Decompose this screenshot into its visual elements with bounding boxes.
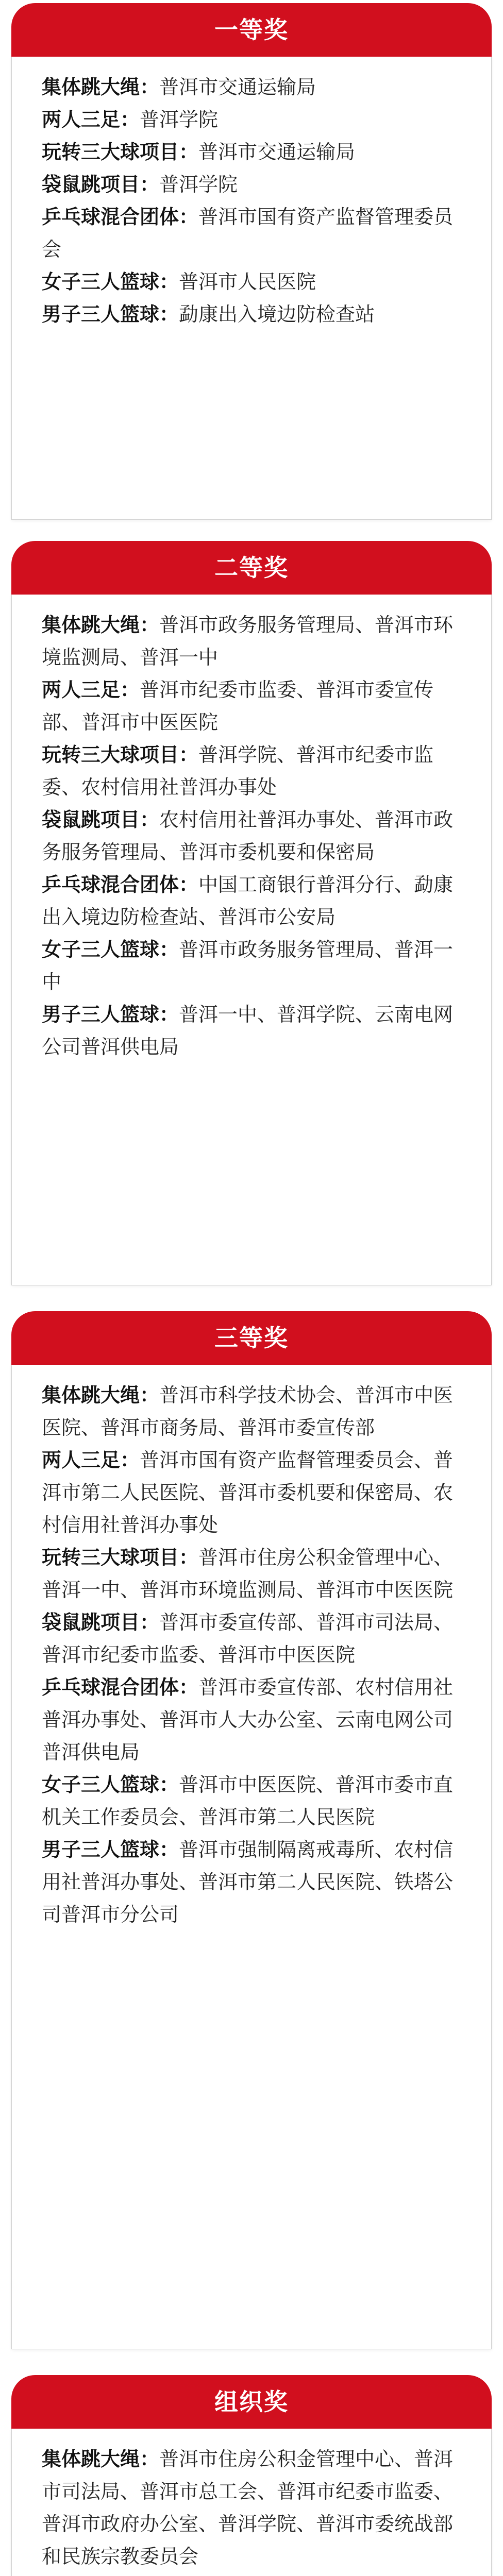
award-entry bbox=[42, 1769, 461, 1834]
award-entry bbox=[42, 266, 461, 298]
award-entry bbox=[42, 1444, 461, 1541]
award-entry bbox=[42, 1541, 461, 1606]
event-label: 乒乓球混合团体： bbox=[42, 873, 199, 896]
winner-text: 普洱市科学技术协会、普洱市中医医院、普洱市商务局、普洱市委宣传部 bbox=[42, 1384, 454, 1439]
winner-text: 中国工商银行普洱分行、勐康出入境边防检查站、普洱市公安局 bbox=[42, 873, 454, 928]
award-entry bbox=[42, 804, 461, 869]
event-label: 男子三人篮球： bbox=[42, 303, 179, 326]
award-title: 一等奖 bbox=[214, 16, 289, 44]
winner-text: 普洱市纪委市监委、普洱市委宣传部、普洱市中医医院 bbox=[42, 679, 434, 734]
event-label: 玩转三大球项目： bbox=[42, 1546, 199, 1569]
award-entry bbox=[42, 104, 461, 136]
award-entry bbox=[42, 2443, 461, 2573]
event-label: 集体跳大绳： bbox=[42, 1384, 160, 1406]
winner-text: 普洱市住房公积金管理中心、普洱一中、普洱市环境监测局、普洱市中医医院 bbox=[42, 1546, 454, 1601]
event-label: 男子三人篮球： bbox=[42, 1838, 179, 1861]
award-title: 组织奖 bbox=[214, 2388, 289, 2416]
event-label: 乒乓球混合团体： bbox=[42, 1676, 199, 1699]
event-label: 集体跳大绳： bbox=[42, 614, 160, 636]
winner-text: 普洱市人民医院 bbox=[179, 270, 316, 293]
award-entry bbox=[42, 1671, 461, 1769]
award-entry bbox=[42, 998, 461, 1063]
award-entry bbox=[42, 2573, 461, 2576]
award-card bbox=[11, 1365, 492, 2349]
winner-text: 普洱市中医医院、普洱市委市直机关工作委员会、普洱市第二人民医院 bbox=[42, 1773, 454, 1828]
event-label: 两人三足： bbox=[42, 108, 140, 131]
event-label: 袋鼠跳项目： bbox=[42, 808, 160, 831]
event-label: 袋鼠跳项目： bbox=[42, 173, 160, 196]
award-entry bbox=[42, 136, 461, 168]
award-entry bbox=[42, 869, 461, 934]
event-label: 乒乓球混合团体： bbox=[42, 206, 199, 228]
winner-text: 普洱市政务服务管理局、普洱市环境监测局、普洱一中 bbox=[42, 614, 454, 669]
winner-text: 普洱学院、普洱市纪委市监委、农村信用社普洱办事处 bbox=[42, 743, 434, 799]
winner-text: 普洱市委宣传部、农村信用社普洱办事处、普洱市人大办公室、云南电网公司普洱供电局 bbox=[42, 1676, 454, 1764]
winner-text: 农村信用社普洱办事处、普洱市政务服务管理局、普洱市委机要和保密局 bbox=[42, 808, 454, 863]
event-label: 袋鼠跳项目： bbox=[42, 1611, 160, 1634]
award-entry bbox=[42, 1834, 461, 1931]
award-entry bbox=[42, 674, 461, 739]
winner-text: 普洱市交通运输局 bbox=[159, 76, 316, 98]
award-title: 三等奖 bbox=[214, 1324, 289, 1352]
winner-text: 普洱市住房公积金管理中心、普洱市司法局、普洱市总工会、普洱市纪委市监委、普洱市政府办公室、普洱学院、普洱市委统战部和民族宗教委员会 bbox=[42, 2448, 454, 2568]
award-entry bbox=[42, 201, 461, 266]
award-entry bbox=[42, 298, 461, 331]
award-entry bbox=[42, 71, 461, 104]
winner-text: 普洱市委宣传部、普洱市司法局、普洱市纪委市监委、普洱市中医医院 bbox=[42, 1611, 454, 1666]
award-entry bbox=[42, 934, 461, 998]
award-entry bbox=[42, 168, 461, 201]
award-card bbox=[11, 2429, 492, 2576]
winner-text: 普洱市交通运输局 bbox=[198, 141, 356, 163]
award-entry bbox=[42, 1606, 461, 1671]
event-label: 两人三足： bbox=[42, 679, 140, 701]
event-label: 玩转三大球项目： bbox=[42, 141, 199, 163]
winner-text: 普洱市强制隔离戒毒所、农村信用社普洱办事处、普洱市第二人民医院、铁塔公司普洱市分公司 bbox=[42, 1838, 454, 1926]
award-entry bbox=[42, 739, 461, 804]
event-label: 玩转三大球项目： bbox=[42, 743, 199, 766]
winner-text: 普洱市政务服务管理局、普洱一中 bbox=[42, 938, 454, 993]
winner-text: 普洱市国有资产监督管理委员会 bbox=[42, 206, 454, 261]
event-label: 女子三人篮球： bbox=[42, 938, 179, 961]
event-label: 集体跳大绳： bbox=[42, 2448, 160, 2470]
award-title: 二等奖 bbox=[214, 554, 289, 582]
event-label: 集体跳大绳： bbox=[42, 76, 160, 98]
event-label: 男子三人篮球： bbox=[42, 1003, 179, 1026]
award-card bbox=[11, 57, 492, 520]
award-entry bbox=[42, 1379, 461, 1444]
winner-text: 普洱市国有资产监督管理委员会、普洱市第二人民医院、普洱市委机要和保密局、农村信用社普洱办事处 bbox=[42, 1449, 454, 1536]
award-entry bbox=[42, 609, 461, 674]
winner-text: 普洱学院 bbox=[140, 108, 219, 131]
award-card bbox=[11, 595, 492, 1285]
event-label: 两人三足： bbox=[42, 1449, 140, 1471]
winner-text: 普洱一中、普洱学院、云南电网公司普洱供电局 bbox=[42, 1003, 454, 1058]
winner-text: 勐康出入境边防检查站 bbox=[179, 303, 375, 326]
event-label: 女子三人篮球： bbox=[42, 270, 179, 293]
winner-text: 普洱学院 bbox=[159, 173, 238, 196]
event-label: 女子三人篮球： bbox=[42, 1773, 179, 1796]
